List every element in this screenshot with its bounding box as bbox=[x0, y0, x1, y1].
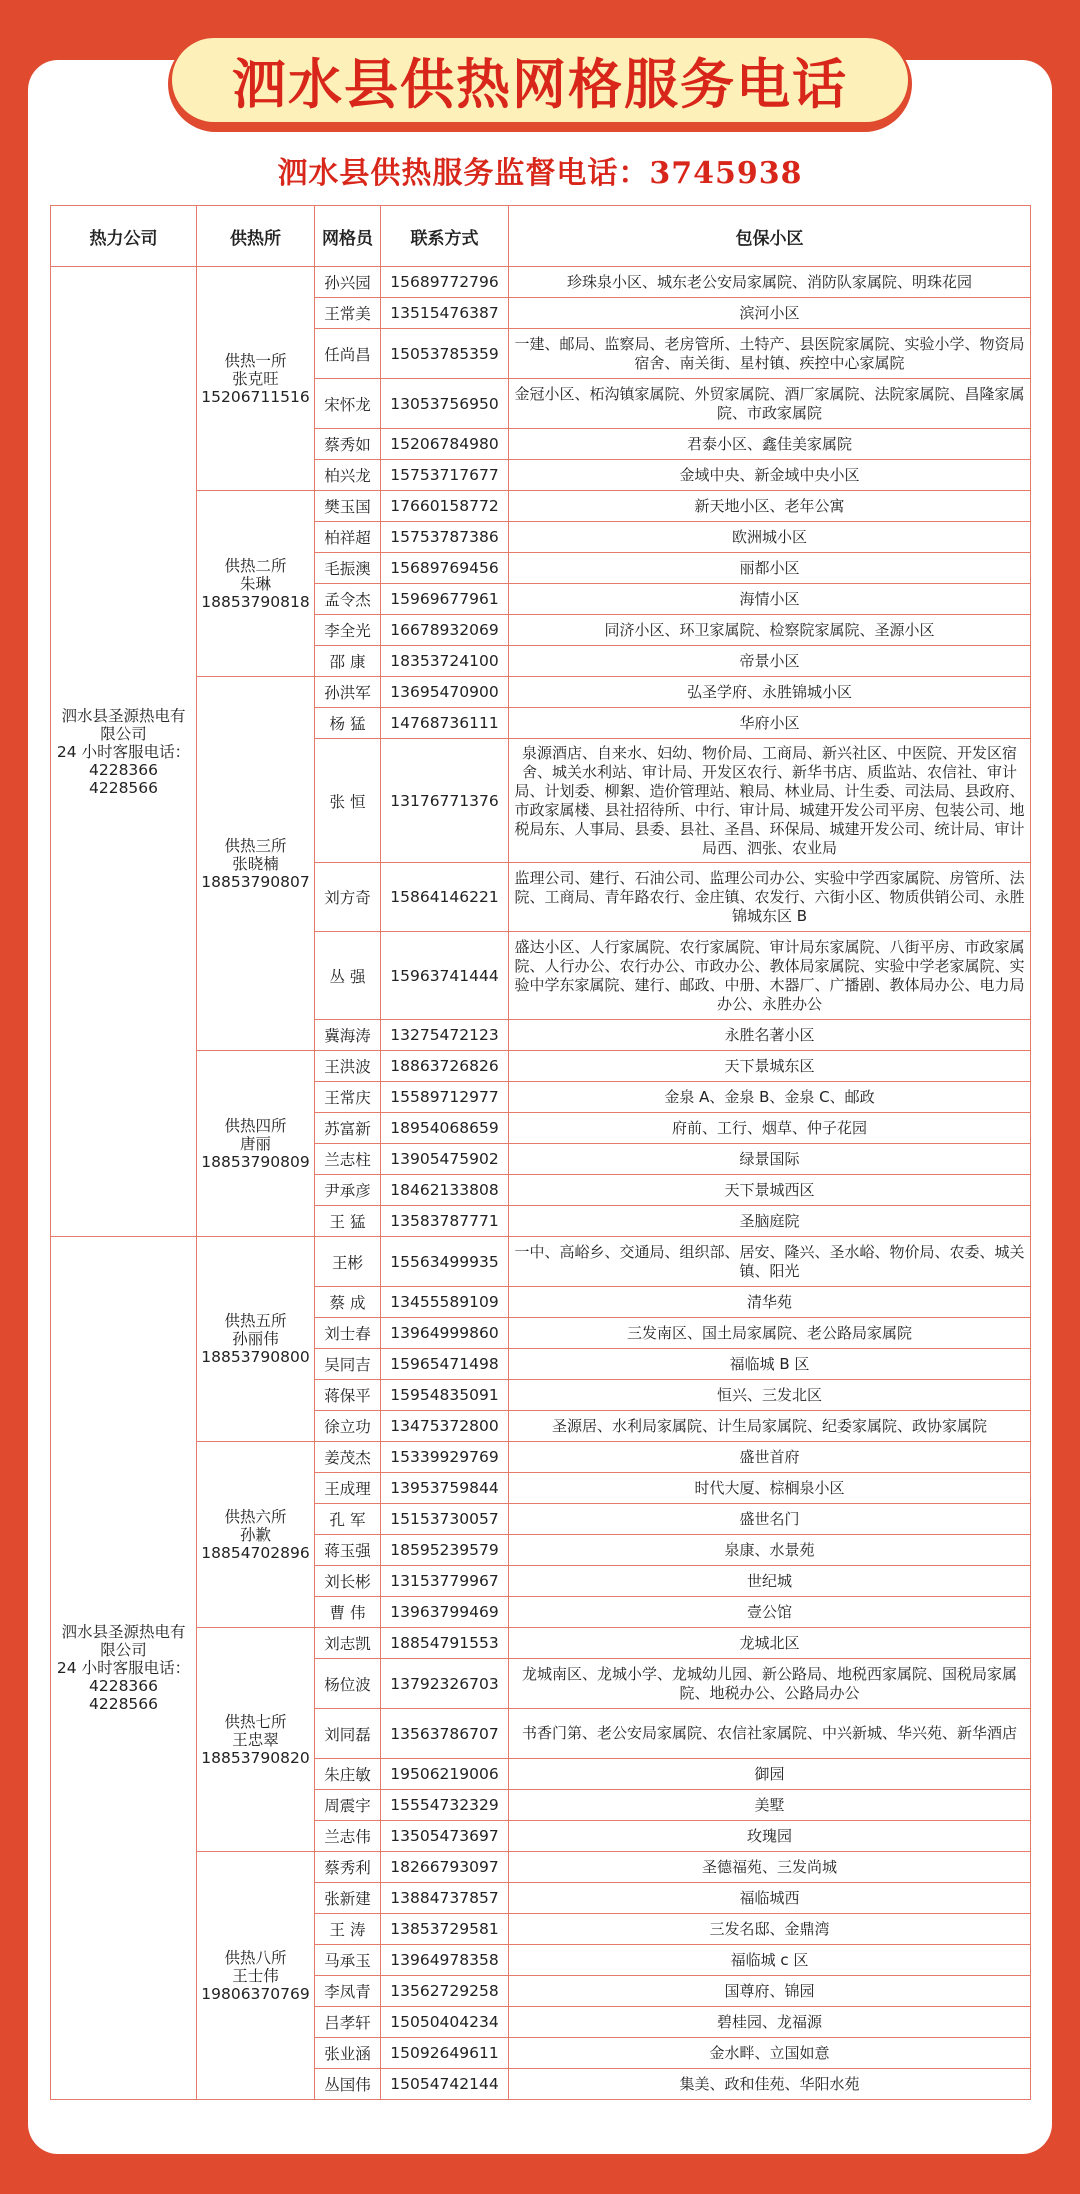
table-row bbox=[51, 491, 1031, 522]
grid-member-name: 蒋玉强 bbox=[315, 1535, 381, 1566]
header-contact: 联系方式 bbox=[381, 206, 509, 267]
company-line: 泗水县圣源热电有 bbox=[61, 1623, 186, 1641]
covered-area: 泉康、水景苑 bbox=[509, 1535, 1031, 1566]
grid-member-name: 苏富新 bbox=[315, 1113, 381, 1144]
company-line: 泗水县圣源热电有 bbox=[61, 706, 186, 725]
station-cell bbox=[197, 267, 315, 491]
covered-area: 三发南区、国土局家属院、老公路局家属院 bbox=[509, 1318, 1031, 1349]
grid-member-phone: 15969677961 bbox=[381, 584, 509, 615]
grid-member-phone: 13583787771 bbox=[381, 1206, 509, 1237]
grid-member-phone: 15589712977 bbox=[381, 1082, 509, 1113]
grid-member-phone: 15053785359 bbox=[381, 329, 509, 379]
station-manager: 孙歉 bbox=[239, 1525, 271, 1544]
grid-member-name: 樊玉国 bbox=[315, 491, 381, 522]
station-name: 供热八所 bbox=[224, 1948, 287, 1967]
grid-member-name: 刘志凯 bbox=[315, 1628, 381, 1659]
grid-member-name: 徐立功 bbox=[315, 1411, 381, 1442]
covered-area: 时代大厦、棕榈泉小区 bbox=[509, 1473, 1031, 1504]
covered-area: 绿景国际 bbox=[509, 1144, 1031, 1175]
grid-member-phone: 13953759844 bbox=[381, 1473, 509, 1504]
grid-member-name: 吴同吉 bbox=[315, 1349, 381, 1380]
service-table bbox=[50, 205, 1031, 2100]
covered-area: 清华苑 bbox=[509, 1287, 1031, 1318]
covered-area: 金泉 A、金泉 B、金泉 C、邮政 bbox=[509, 1082, 1031, 1113]
grid-member-phone: 18462133808 bbox=[381, 1175, 509, 1206]
grid-member-phone: 13905475902 bbox=[381, 1144, 509, 1175]
station-manager: 张晓楠 bbox=[232, 854, 279, 873]
grid-member-name: 丛 强 bbox=[315, 932, 381, 1020]
covered-area: 同济小区、环卫家属院、检察院家属院、圣源小区 bbox=[509, 615, 1031, 646]
grid-member-phone: 15864146221 bbox=[381, 863, 509, 932]
covered-area: 福临城 c 区 bbox=[509, 1945, 1031, 1976]
grid-member-phone: 18863726826 bbox=[381, 1051, 509, 1082]
grid-member-name: 张新建 bbox=[315, 1883, 381, 1914]
grid-member-name: 任尚昌 bbox=[315, 329, 381, 379]
covered-area: 世纪城 bbox=[509, 1566, 1031, 1597]
covered-area: 壹公馆 bbox=[509, 1597, 1031, 1628]
table-row bbox=[51, 1442, 1031, 1473]
grid-member-name: 柏兴龙 bbox=[315, 460, 381, 491]
covered-area: 珍珠泉小区、城东老公安局家属院、消防队家属院、明珠花园 bbox=[509, 267, 1031, 298]
covered-area: 金冠小区、柘沟镇家属院、外贸家属院、酒厂家属院、法院家属院、昌隆家属院、市政家属院 bbox=[509, 379, 1031, 429]
table-body bbox=[51, 267, 1031, 2100]
covered-area: 天下景城西区 bbox=[509, 1175, 1031, 1206]
grid-member-name: 曹 伟 bbox=[315, 1597, 381, 1628]
station-phone: 18853790800 bbox=[201, 1348, 310, 1366]
grid-member-name: 周震宇 bbox=[315, 1790, 381, 1821]
station-manager: 唐丽 bbox=[239, 1134, 271, 1153]
grid-member-phone: 13563786707 bbox=[381, 1709, 509, 1759]
grid-member-name: 蔡秀利 bbox=[315, 1852, 381, 1883]
grid-member-phone: 13515476387 bbox=[381, 298, 509, 329]
grid-member-name: 朱庄敏 bbox=[315, 1759, 381, 1790]
grid-member-phone: 13853729581 bbox=[381, 1914, 509, 1945]
grid-member-phone: 15092649611 bbox=[381, 2038, 509, 2069]
station-cell bbox=[197, 1051, 315, 1237]
covered-area: 龙城南区、龙城小学、龙城幼儿园、新公路局、地税西家属院、国税局家属院、地税办公、公路局办公 bbox=[509, 1659, 1031, 1709]
covered-area: 圣德福苑、三发尚城 bbox=[509, 1852, 1031, 1883]
grid-member-name: 王常庆 bbox=[315, 1082, 381, 1113]
covered-area: 滨河小区 bbox=[509, 298, 1031, 329]
covered-area: 一建、邮局、监察局、老房管所、土特产、县医院家属院、实验小学、物资局宿舍、南关街、星村镇、疾控中心家属院 bbox=[509, 329, 1031, 379]
grid-member-name: 李凤青 bbox=[315, 1976, 381, 2007]
grid-member-phone: 18266793097 bbox=[381, 1852, 509, 1883]
covered-area: 府前、工行、烟草、仲子花园 bbox=[509, 1113, 1031, 1144]
station-phone: 18853790809 bbox=[201, 1152, 310, 1171]
table-row bbox=[51, 1852, 1031, 1883]
grid-member-name: 王洪波 bbox=[315, 1051, 381, 1082]
station-name: 供热五所 bbox=[224, 1312, 287, 1330]
covered-area: 书香门第、老公安局家属院、农信社家属院、中兴新城、华兴苑、新华酒店 bbox=[509, 1709, 1031, 1759]
covered-area: 集美、政和佳苑、华阳水苑 bbox=[509, 2069, 1031, 2100]
station-manager: 王忠翠 bbox=[232, 1730, 279, 1749]
grid-member-phone: 13505473697 bbox=[381, 1821, 509, 1852]
grid-member-name: 李全光 bbox=[315, 615, 381, 646]
grid-member-name: 蔡秀如 bbox=[315, 429, 381, 460]
covered-area: 监理公司、建行、石油公司、监理公司办公、实验中学西家属院、房管所、法院、工商局、青年路农行、金庄镇、农发行、六街小区、物质供销公司、永胜锦城东区 B bbox=[509, 863, 1031, 932]
covered-area: 天下景城东区 bbox=[509, 1051, 1031, 1082]
covered-area: 君泰小区、鑫佳美家属院 bbox=[509, 429, 1031, 460]
station-manager: 孙丽伟 bbox=[232, 1330, 279, 1348]
covered-area: 龙城北区 bbox=[509, 1628, 1031, 1659]
header-station: 供热所 bbox=[197, 206, 315, 267]
table-row bbox=[51, 1051, 1031, 1082]
grid-member-name: 刘方奇 bbox=[315, 863, 381, 932]
station-phone: 19806370769 bbox=[201, 1984, 310, 2003]
station-cell bbox=[197, 1852, 315, 2100]
header-grid-member: 网格员 bbox=[315, 206, 381, 267]
station-phone: 15206711516 bbox=[201, 387, 310, 406]
grid-member-phone: 16678932069 bbox=[381, 615, 509, 646]
grid-member-name: 杨位波 bbox=[315, 1659, 381, 1709]
grid-member-phone: 13176771376 bbox=[381, 739, 509, 863]
covered-area: 福临城西 bbox=[509, 1883, 1031, 1914]
grid-member-phone: 15153730057 bbox=[381, 1504, 509, 1535]
grid-member-phone: 18353724100 bbox=[381, 646, 509, 677]
covered-area: 丽都小区 bbox=[509, 553, 1031, 584]
grid-member-phone: 13792326703 bbox=[381, 1659, 509, 1709]
covered-area: 金水畔、立国如意 bbox=[509, 2038, 1031, 2069]
grid-member-phone: 17660158772 bbox=[381, 491, 509, 522]
covered-area: 永胜名著小区 bbox=[509, 1020, 1031, 1051]
grid-member-phone: 15963741444 bbox=[381, 932, 509, 1020]
covered-area: 泉源酒店、自来水、妇幼、物价局、工商局、新兴社区、中医院、开发区宿舍、城关水利站、审计局、开发区农行、新华书店、质监站、农信社、审计局、计划委、柳絮、造价管理站、粮局、林业局、计生委、司法局、县政府、市政家属楼、县社招待所、中行、审计局、城建开发公司平房、包装公司、地税局东、人事局、县委、县社、圣昌、环保局、城建开发公司、统计局、审计局西、泗张、农业局 bbox=[509, 739, 1031, 863]
covered-area: 碧桂园、龙福源 bbox=[509, 2007, 1031, 2038]
station-manager: 王士伟 bbox=[232, 1966, 279, 1985]
grid-member-phone: 15689772796 bbox=[381, 267, 509, 298]
covered-area: 海情小区 bbox=[509, 584, 1031, 615]
grid-member-phone: 13884737857 bbox=[381, 1883, 509, 1914]
station-cell bbox=[197, 1628, 315, 1852]
grid-member-name: 兰志柱 bbox=[315, 1144, 381, 1175]
grid-member-phone: 13475372800 bbox=[381, 1411, 509, 1442]
station-manager: 张克旺 bbox=[232, 369, 279, 388]
grid-member-name: 杨 猛 bbox=[315, 708, 381, 739]
grid-member-name: 王 涛 bbox=[315, 1914, 381, 1945]
covered-area: 欧洲城小区 bbox=[509, 522, 1031, 553]
page-title: 泗水县供热网格服务电话 bbox=[232, 51, 848, 116]
grid-member-phone: 15689769456 bbox=[381, 553, 509, 584]
company-line: 24 小时客服电话： bbox=[56, 1659, 191, 1677]
grid-member-phone: 15050404234 bbox=[381, 2007, 509, 2038]
table-header-row bbox=[51, 206, 1031, 267]
grid-member-phone: 13964999860 bbox=[381, 1318, 509, 1349]
station-cell bbox=[197, 491, 315, 677]
grid-member-name: 王彬 bbox=[315, 1237, 381, 1287]
grid-member-phone: 15339929769 bbox=[381, 1442, 509, 1473]
station-cell bbox=[197, 1237, 315, 1442]
covered-area: 国尊府、锦园 bbox=[509, 1976, 1031, 2007]
grid-member-name: 王成理 bbox=[315, 1473, 381, 1504]
covered-area: 福临城 B 区 bbox=[509, 1349, 1031, 1380]
grid-member-name: 吕孝轩 bbox=[315, 2007, 381, 2038]
company-line: 24 小时客服电话： bbox=[56, 742, 191, 761]
company-cell bbox=[51, 1237, 197, 2100]
grid-member-phone: 15563499935 bbox=[381, 1237, 509, 1287]
company-cell bbox=[51, 267, 197, 1237]
header-area: 包保小区 bbox=[509, 206, 1031, 267]
grid-member-name: 兰志伟 bbox=[315, 1821, 381, 1852]
grid-member-phone: 15954835091 bbox=[381, 1380, 509, 1411]
grid-member-name: 姜茂杰 bbox=[315, 1442, 381, 1473]
grid-member-name: 张业涵 bbox=[315, 2038, 381, 2069]
station-phone: 18853790820 bbox=[201, 1748, 310, 1767]
grid-member-name: 孙洪军 bbox=[315, 677, 381, 708]
grid-member-phone: 13562729258 bbox=[381, 1976, 509, 2007]
station-name: 供热四所 bbox=[224, 1116, 287, 1135]
covered-area: 盛世首府 bbox=[509, 1442, 1031, 1473]
company-line: 限公司 bbox=[100, 724, 147, 743]
grid-member-name: 蒋保平 bbox=[315, 1380, 381, 1411]
grid-member-phone: 13275472123 bbox=[381, 1020, 509, 1051]
grid-member-name: 王常美 bbox=[315, 298, 381, 329]
station-name: 供热二所 bbox=[224, 556, 287, 575]
grid-member-phone: 15054742144 bbox=[381, 2069, 509, 2100]
grid-member-name: 王 猛 bbox=[315, 1206, 381, 1237]
station-phone: 18854702896 bbox=[201, 1543, 310, 1562]
grid-member-name: 刘同磊 bbox=[315, 1709, 381, 1759]
grid-member-name: 邵 康 bbox=[315, 646, 381, 677]
company-line: 限公司 bbox=[100, 1641, 147, 1659]
grid-member-phone: 13695470900 bbox=[381, 677, 509, 708]
grid-member-phone: 15753717677 bbox=[381, 460, 509, 491]
station-name: 供热七所 bbox=[224, 1712, 287, 1731]
covered-area: 盛达小区、人行家属院、农行家属院、审计局东家属院、八街平房、市政家属院、人行办公、农行办公、市政办公、教体局家属院、实验中学老家属院、实验中学东家属院、建行、邮政、中册、木器厂、广播剧、教体局办公、电力局办公、永胜办公 bbox=[509, 932, 1031, 1020]
grid-member-name: 柏祥超 bbox=[315, 522, 381, 553]
station-name: 供热一所 bbox=[224, 351, 287, 370]
grid-member-phone: 15965471498 bbox=[381, 1349, 509, 1380]
station-phone: 18853790807 bbox=[201, 872, 310, 891]
grid-member-phone: 13153779967 bbox=[381, 1566, 509, 1597]
grid-member-phone: 15753787386 bbox=[381, 522, 509, 553]
supervision-hotline: 泗水县供热服务监督电话：3745938 bbox=[277, 156, 803, 191]
grid-member-name: 蔡 成 bbox=[315, 1287, 381, 1318]
station-name: 供热六所 bbox=[224, 1507, 287, 1526]
grid-member-name: 丛国伟 bbox=[315, 2069, 381, 2100]
company-line: 4228566 bbox=[88, 1695, 159, 1713]
covered-area: 盛世名门 bbox=[509, 1504, 1031, 1535]
grid-member-phone: 14768736111 bbox=[381, 708, 509, 739]
covered-area: 三发名邸、金鼎湾 bbox=[509, 1914, 1031, 1945]
covered-area: 美墅 bbox=[509, 1790, 1031, 1821]
table-row bbox=[51, 267, 1031, 298]
grid-member-phone: 13964978358 bbox=[381, 1945, 509, 1976]
grid-member-phone: 15554732329 bbox=[381, 1790, 509, 1821]
grid-member-name: 孟令杰 bbox=[315, 584, 381, 615]
grid-member-phone: 13053756950 bbox=[381, 379, 509, 429]
grid-member-name: 马承玉 bbox=[315, 1945, 381, 1976]
grid-member-phone: 18854791553 bbox=[381, 1628, 509, 1659]
grid-member-name: 孙兴园 bbox=[315, 267, 381, 298]
grid-member-phone: 13455589109 bbox=[381, 1287, 509, 1318]
grid-member-name: 毛振澳 bbox=[315, 553, 381, 584]
grid-member-name: 宋怀龙 bbox=[315, 379, 381, 429]
grid-member-phone: 13963799469 bbox=[381, 1597, 509, 1628]
grid-member-phone: 19506219006 bbox=[381, 1759, 509, 1790]
station-name: 供热三所 bbox=[224, 836, 287, 855]
covered-area: 御园 bbox=[509, 1759, 1031, 1790]
grid-member-phone: 18954068659 bbox=[381, 1113, 509, 1144]
grid-member-phone: 18595239579 bbox=[381, 1535, 509, 1566]
grid-member-name: 冀海涛 bbox=[315, 1020, 381, 1051]
station-cell bbox=[197, 1442, 315, 1628]
title-banner bbox=[172, 38, 908, 122]
grid-member-name: 刘长彬 bbox=[315, 1566, 381, 1597]
company-line: 4228366 bbox=[88, 1677, 159, 1695]
covered-area: 金域中央、新金域中央小区 bbox=[509, 460, 1031, 491]
covered-area: 华府小区 bbox=[509, 708, 1031, 739]
grid-member-name: 孔 军 bbox=[315, 1504, 381, 1535]
company-line: 4228566 bbox=[88, 778, 159, 797]
station-phone: 18853790818 bbox=[201, 592, 310, 611]
covered-area: 圣源居、水利局家属院、计生局家属院、纪委家属院、政协家属院 bbox=[509, 1411, 1031, 1442]
covered-area: 弘圣学府、永胜锦城小区 bbox=[509, 677, 1031, 708]
grid-member-phone: 15206784980 bbox=[381, 429, 509, 460]
covered-area: 玫瑰园 bbox=[509, 1821, 1031, 1852]
covered-area: 新天地小区、老年公寓 bbox=[509, 491, 1031, 522]
table-row bbox=[51, 677, 1031, 708]
grid-member-name: 尹承彦 bbox=[315, 1175, 381, 1206]
covered-area: 恒兴、三发北区 bbox=[509, 1380, 1031, 1411]
covered-area: 帝景小区 bbox=[509, 646, 1031, 677]
header-company: 热力公司 bbox=[51, 206, 197, 267]
grid-member-name: 刘士春 bbox=[315, 1318, 381, 1349]
covered-area: 圣脑庭院 bbox=[509, 1206, 1031, 1237]
company-line: 4228366 bbox=[88, 760, 159, 779]
covered-area: 一中、高峪乡、交通局、组织部、居安、隆兴、圣水峪、物价局、农委、城关镇、阳光 bbox=[509, 1237, 1031, 1287]
table-row bbox=[51, 1237, 1031, 1287]
table-row bbox=[51, 1628, 1031, 1659]
grid-member-name: 张 恒 bbox=[315, 739, 381, 863]
station-manager: 朱琳 bbox=[239, 574, 271, 593]
station-cell bbox=[197, 677, 315, 1051]
